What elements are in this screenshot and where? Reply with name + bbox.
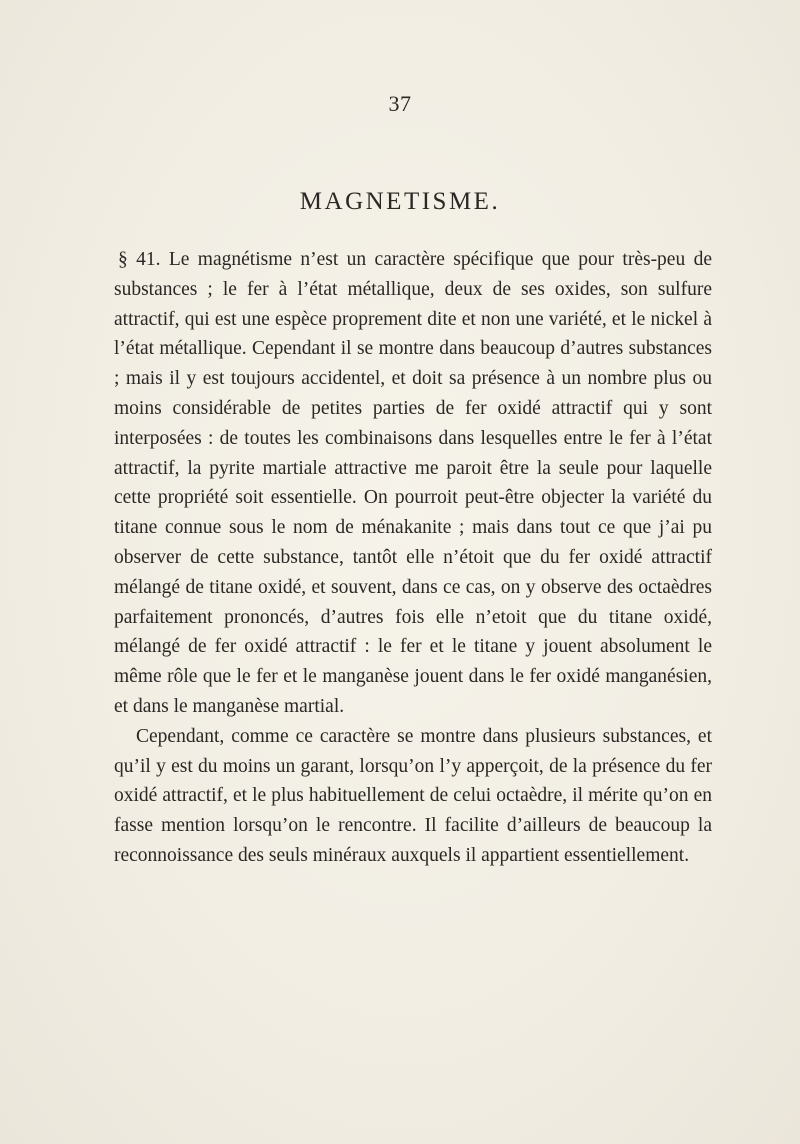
- body-text: [114, 245, 712, 871]
- page-number: 37: [388, 91, 412, 116]
- paragraph-1: § 41. Le magnétisme n’est un caractère spécifique que pour très-peu de substances ; le fer à l’état métallique, deux de ses oxides, son sulfure attractif, qui est une espèce proprement dite et non une variété, et le nickel à l’état métallique. Cependant il se montre dans beaucoup d’autres substances ; mais il y est toujours accidentel, et doit sa présence à un nombre plus ou moins considérable de petites parties de fer oxidé attractif qui y sont interposées : de toutes les combinaisons dans lesquelles entre le fer à l’état attractif, la pyrite martiale attractive me paroit être la seule pour laquelle cette propriété soit essentielle. On pourroit peut-être objecter la variété du titane connue sous le nom de ménakanite ; mais dans tout ce que j’ai pu observer de cette substance, tantôt elle n’étoit que du fer oxidé attractif mélangé de titane oxidé, et souvent, dans ce cas, on y observe des octaèdres parfaitement prononcés, d’autres fois elle n’etoit que du titane oxidé, mélangé de fer oxidé attractif : le fer et le titane y jouent absolument le même rôle que le fer et le manganèse jouent dans le fer oxidé manganésien, et dans le manganèse martial.: [114, 249, 712, 717]
- paragraph-2: Cependant, comme ce caractère se montre dans plusieurs substances, et qu’il y est du moins un garant, lorsqu’on l’y apperçoit, de la présence du fer oxidé attractif, et le plus habituellement de celui octaèdre, il mérite qu’on en fasse mention lorsqu’on le rencontre. Il facilite d’ailleurs de beaucoup la reconnoissance des seuls minéraux auxquels il appartient essentiellement.: [114, 725, 712, 866]
- chapter-title: MAGNETISME.: [299, 188, 501, 215]
